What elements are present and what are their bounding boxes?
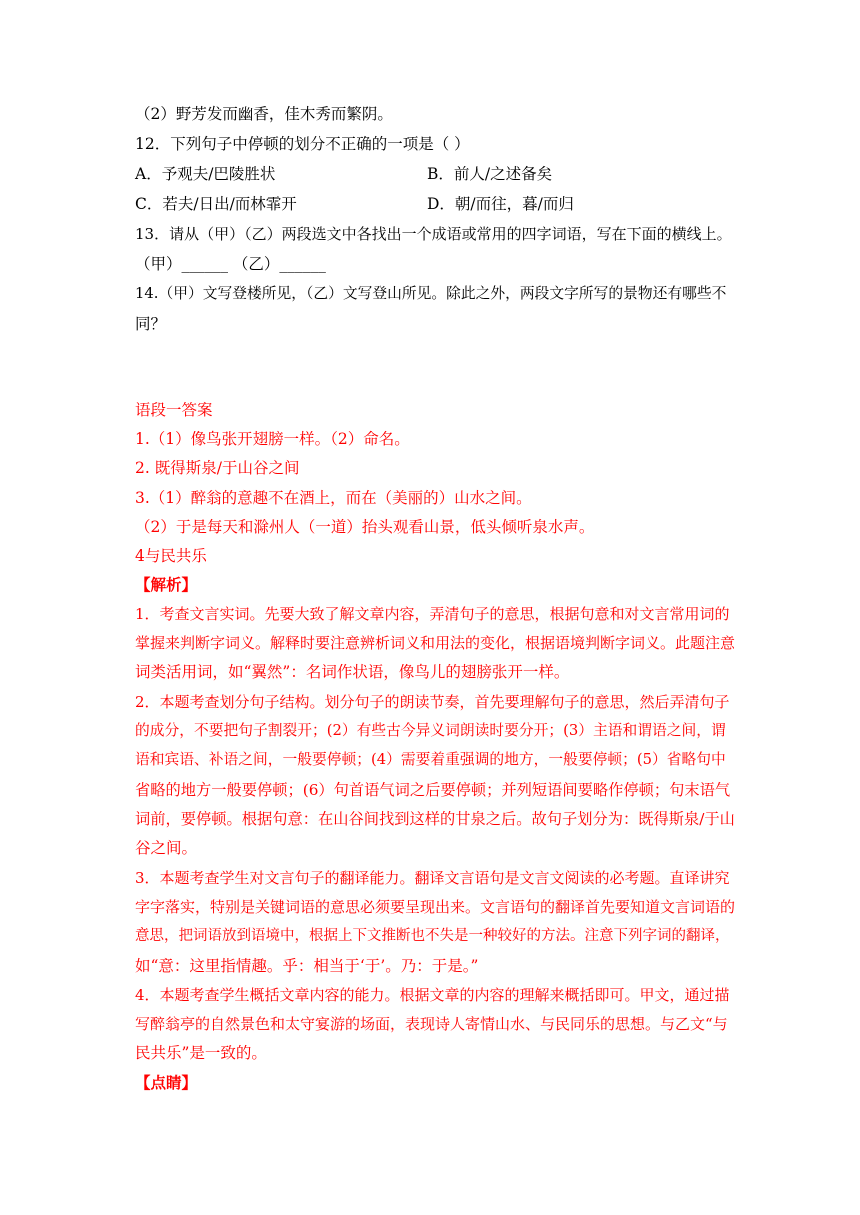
analysis-line: 3．本题考查学生对文言句子的翻译能力。翻译文言语句是文言文阅读的必考题。直译讲究 <box>135 869 730 887</box>
answer-1: 1.（1）像鸟张开翅膀一样。（2）命名。 <box>135 430 410 448</box>
analysis-line: 写醉翁亭的自然景色和太守宴游的场面，表现诗人寄情山水、与民同乐的思想。与乙文“与 <box>135 1015 728 1033</box>
answer-heading: 语段一答案 <box>135 401 213 419</box>
q12-option-a: A．予观夫/巴陵胜状 <box>135 165 276 183</box>
q12-option-b: B．前人/之述备矣 <box>427 165 553 183</box>
dianjing-label: 【点睛】 <box>135 1073 198 1092</box>
analysis-line: 1．考查文言实词。先要大致了解文章内容，弄清句子的意思，根据句意和对文言常用词的 <box>135 605 730 623</box>
q13-blanks: （甲）______ （乙）______ <box>135 255 326 273</box>
analysis-line: 谷之间。 <box>135 839 198 857</box>
analysis-line: 词类活用词，如“翼然”：名词作状语，像鸟儿的翅膀张开一样。 <box>135 663 570 681</box>
q12-stem: 12．下列句子中停顿的划分不正确的一项是（ ） <box>135 135 470 153</box>
analysis-line: 省略的地方一般要停顿；(6）句首语气词之后要停顿；并列短语间要略作停顿；句末语气 <box>135 781 731 799</box>
q12-option-row-1 <box>135 164 735 184</box>
answer-3-part-2: （2）于是每天和滁州人（一道）抬头观看山景，低头倾听泉水声。 <box>135 518 595 536</box>
analysis-line: 意思，把词语放到语境中，根据上下文推断也不失是一种较好的方法。注意下列字词的翻译， <box>135 928 730 944</box>
analysis-label: 【解析】 <box>135 575 198 594</box>
analysis-line: 如“意：这里指情趣。乎：相当于‘于’。乃：于是。” <box>135 957 479 975</box>
q14-stem-line-2: 同？ <box>135 315 167 333</box>
analysis-line: 掌握来判断字词义。解释时要注意辨析词义和用法的变化，根据语境判断字词义。此题注意 <box>135 634 736 652</box>
q14-stem-line-1: 14.（甲）文写登楼所见，（乙）文写登山所见。除此之外，两段文字所写的景物还有哪些不 <box>135 285 727 302</box>
analysis-line: 的成分，不要把句子割裂开；(2）有些古今异义词朗读时要分开；(3）主语和谓语之间，谓 <box>135 722 726 739</box>
q12-option-d: D．朝/而往，暮/而归 <box>427 195 574 213</box>
analysis-line: 语和宾语、补语之间，一般要停顿；(4）需要着重强调的地方，一般要停顿；(5）省略句中 <box>135 751 726 768</box>
analysis-line: 4．本题考查学生概括文章内容的能力。根据文章的内容的理解来概括即可。甲文，通过描 <box>135 986 730 1004</box>
answer-4: 4与民共乐 <box>135 547 207 565</box>
q11-item-2: （2）野芳发而幽香，佳木秀而繁阴。 <box>135 105 393 123</box>
answer-3-part-1: 3.（1）醉翁的意趣不在酒上，而在（美丽的）山水之间。 <box>135 489 532 507</box>
q12-option-row-2 <box>135 194 735 214</box>
analysis-line: 字字落实，特别是关键词语的意思必须要呈现出来。文言语句的翻译首先要知道文言词语的 <box>135 898 736 916</box>
analysis-line: 2．本题考查划分句子结构。划分句子的朗读节奏，首先要理解句子的意思，然后弄清句子 <box>135 693 730 711</box>
analysis-line: 词前，要停顿。根据句意：在山谷间找到这样的甘泉之后。故句子划分为：既得斯泉/于山 <box>135 810 735 828</box>
q13-stem: 13．请从（甲）（乙）两段选文中各找出一个成语或常用的四字词语，写在下面的横线上。 <box>135 225 732 243</box>
q12-option-c: C．若夫/日出/而林霏开 <box>135 195 297 213</box>
analysis-line: 民共乐”是一致的。 <box>135 1044 267 1062</box>
answer-2: 2. 既得斯泉/于山谷之间 <box>135 459 300 477</box>
